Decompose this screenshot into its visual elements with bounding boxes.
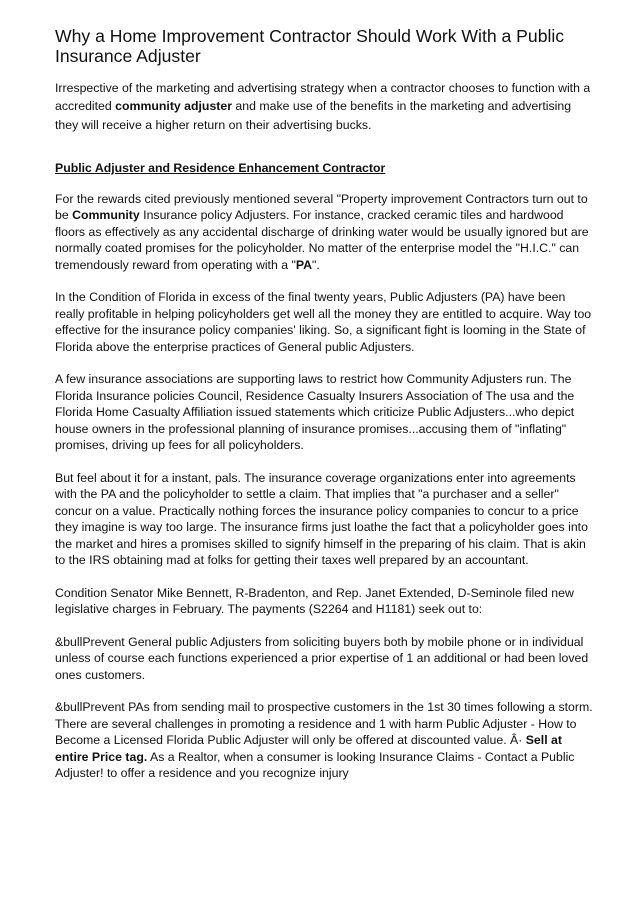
p1-text-3: ". — [312, 257, 320, 272]
intro-text-1: Irrespective of the marketing and advertising strategy when a contractor chooses to function with a accredited — [55, 81, 591, 114]
p7-text-2: As a Realtor, when a consumer is looking Insurance Claims - Contact a Public Adjuster! to offer a residence and you recognize injury — [55, 749, 575, 781]
section-heading: Public Adjuster and Residence Enhancement Contractor — [55, 160, 386, 175]
paragraph-7 — [55, 699, 595, 782]
intro-bold: community adjuster — [115, 99, 233, 114]
p7-text-1: &bullPrevent PAs from sending mail to prospective customers in the 1st 30 times following a storm. There are several challenges in promoting a residence and 1 with harm Public Adjuster - How to Become a Licensed Florida Public Adjuster will only be offered at discounted value. Â· — [55, 700, 593, 748]
p1-bold-2: PA — [295, 257, 313, 272]
intro-text-2: and make use of the benefits in the marketing and advertising they will receive a higher return on their advertising bucks. — [55, 99, 572, 132]
page-title: Why a Home Improvement Contractor Should Work With a Public Insurance Adjuster — [55, 26, 565, 66]
paragraph-6: &bullPrevent General public Adjusters from soliciting buyers both by mobile phone or in individual unless of course each functions experienced a prior expertise of 1 an additional or had been loved ones customers. — [55, 634, 589, 682]
p1-text-1: For the rewards cited previously mentioned several "Property improvement Contractors turn out to be — [55, 191, 588, 223]
p1-text-2: Insurance policy Adjusters. For instance, cracked ceramic tiles and hardwood floors as effectively as any accidental discharge of drinking water would be usually ignored but are normally coated promises for the policyholder. No matter of the enterprise model the "H.I.C." can tremendously reward from operating with a " — [55, 208, 589, 272]
intro-paragraph — [55, 79, 595, 134]
p7-bold: Sell at entire Price tag. — [55, 733, 562, 764]
paragraph-5: Condition Senator Mike Bennett, R-Bradenton, and Rep. Janet Extended, D-Seminole filed new legislative charges in February. The payments (S2264 and H1181) seek out to: — [55, 585, 574, 617]
document-page — [55, 26, 595, 782]
paragraph-2: In the Condition of Florida in excess of the final twenty years, Public Adjusters (PA) have been really profitable in helping policyholders get well all the money they are entitled to acquire. Way too effective for the insurance policy companies' liking. So, a significant fight is looming in the State of Florida above the enterprise practices of General public Adjusters. — [55, 290, 592, 354]
paragraph-1 — [55, 191, 595, 274]
p1-bold-1: Community — [72, 208, 140, 223]
paragraph-4: But feel about it for a instant, pals. The insurance coverage organizations enter into agreements with the PA and the policyholder to settle a claim. That implies that "a purchaser and a seller" concur on a value. Practically nothing forces the insurance policy companies to concur to a price they imagine is way too large. The insurance firms just loathe the fact that a policyholder goes into the market and hires a promises skilled to signify himself in the preparing of his claim. That is akin to the IRS obtaining mad at folks for getting their taxes well prepared by an accountant. — [55, 470, 588, 568]
paragraph-3: A few insurance associations are supporting laws to restrict how Community Adjusters run. The Florida Insurance policies Council, Residence Casualty Insurers Association of The usa and the Florida Home Casualty Affiliation issued statements which criticize Public Adjusters...who depict house owners in the professional planning of insurance promises...accusing them of "inflating" promises, driving up fees for all policyholders. — [55, 372, 575, 453]
